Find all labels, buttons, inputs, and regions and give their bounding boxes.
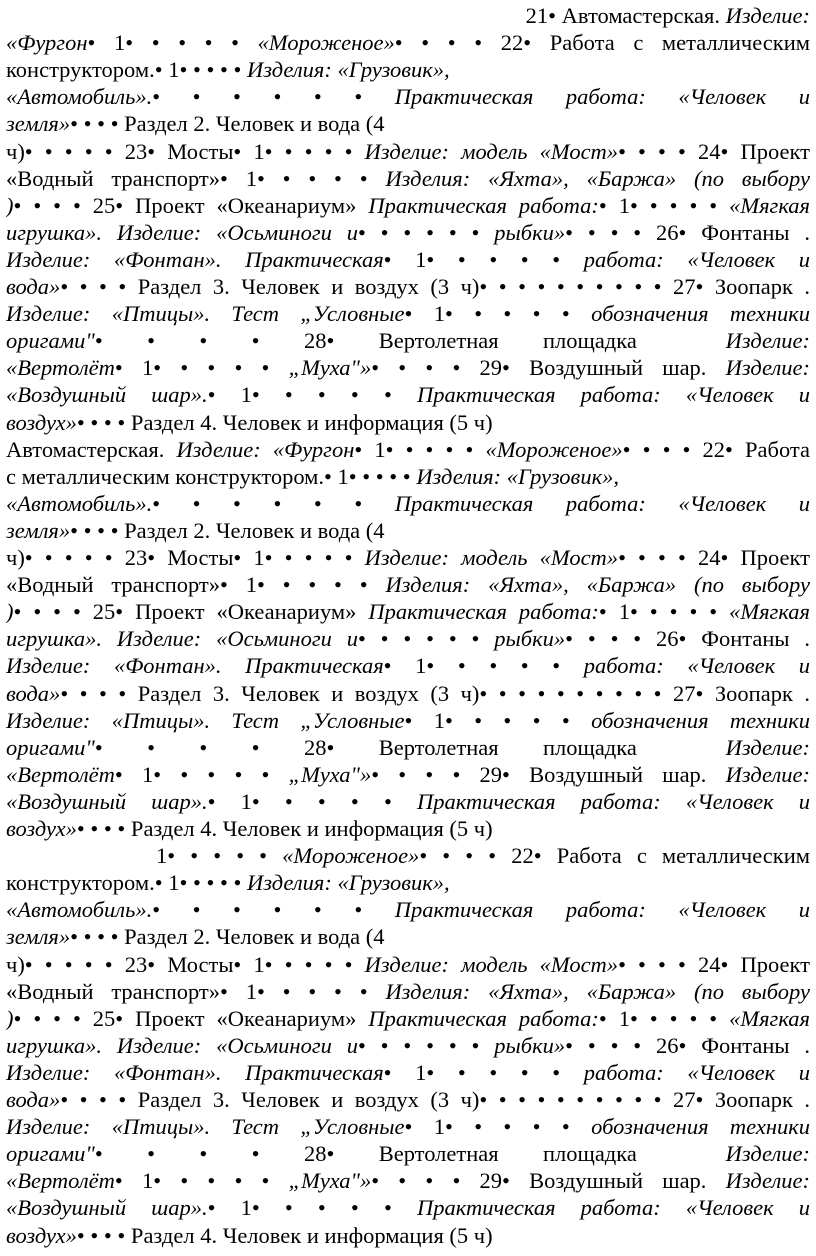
text-run: ч)• • • • • 23• Мосты• 1• • • • • — [6, 951, 365, 977]
text-line — [6, 652, 810, 679]
text-run: • • • • • • — [357, 219, 495, 245]
italic-text: Изделие: модель «Мост» — [364, 138, 619, 164]
text-run: • • • • 22• Работа — [622, 436, 810, 462]
italic-text: Изделие: — [725, 355, 810, 381]
text-line — [6, 896, 810, 923]
text-run: • • • • 29• Воздушный шар. — [371, 1168, 726, 1194]
italic-text: игрушка». Изделие: «Осьминоги и — [6, 219, 358, 245]
text-line — [6, 2, 810, 29]
text-line — [6, 273, 810, 300]
text-line — [6, 1140, 810, 1167]
italic-text: Практическая работа: «Человек и — [416, 788, 810, 814]
italic-text: Изделие: «Птицы». Тест „Условные — [6, 1114, 405, 1140]
italic-text: Практическая работа: — [368, 1005, 599, 1031]
text-line — [6, 571, 810, 598]
italic-text: «Мороженое» — [282, 843, 420, 869]
text-line — [6, 83, 810, 110]
text-line — [6, 246, 810, 273]
text-line — [6, 110, 810, 137]
italic-text: оригами" — [6, 328, 95, 354]
text-run: • • • • 26• Фонтаны . — [565, 1032, 810, 1058]
text-line — [6, 138, 810, 165]
italic-text: работа: «Человек и — [583, 653, 810, 679]
italic-text: „Муха"» — [288, 761, 372, 787]
text-line — [6, 869, 810, 896]
text-run: • • • • 24• Проект — [618, 138, 810, 164]
italic-text: «Фургон — [6, 30, 88, 56]
italic-text: Практическая работа: «Человек и — [394, 84, 810, 110]
italic-text: Изделия: «Грузовик», — [416, 463, 619, 489]
text-run: • • • • Раздел 4. Человек и информация (5 ч) — [76, 409, 493, 435]
italic-text: игрушка». Изделие: «Осьминоги и — [6, 626, 358, 652]
italic-text: «Автомобиль». — [6, 490, 153, 516]
text-run: • • • • 25• Проект «Океанариум» — [13, 192, 369, 218]
italic-text: Изделие: модель «Мост» — [364, 545, 619, 570]
italic-text: Изделие: «Фонтан». Практическая — [6, 1059, 384, 1085]
italic-text: Практическая работа: — [368, 192, 599, 218]
italic-text: оригами" — [6, 1141, 95, 1167]
text-run: • • • • Раздел 2. Человек и вода (4 — [70, 111, 385, 137]
italic-text: Практическая работа: «Человек и — [416, 1195, 810, 1221]
italic-text: земля» — [6, 924, 71, 950]
text-line — [6, 1194, 810, 1221]
italic-text: «Мягкая — [729, 599, 810, 625]
text-line — [6, 1167, 810, 1194]
italic-text: ) — [6, 192, 14, 218]
italic-text: Изделие: «Фонтан». Практическая — [6, 653, 384, 679]
italic-text: вода» — [6, 680, 61, 706]
text-line — [6, 598, 810, 625]
text-line — [6, 436, 810, 463]
text-run: • 1• • • • • — [383, 1059, 584, 1085]
text-run: • 1• • • • • — [404, 707, 592, 733]
italic-text: работа: «Человек и — [583, 246, 810, 272]
italic-text: земля» — [6, 517, 71, 543]
text-run: • • • • 24• Проект — [618, 545, 810, 570]
italic-text: Изделие: «Фургон — [176, 436, 355, 462]
text-run: • 1• • • • • — [207, 382, 417, 408]
text-run: • 1• • • • • — [598, 1005, 730, 1031]
italic-text: «Воздушный шар». — [6, 382, 208, 408]
text-line — [6, 463, 810, 490]
text-run: • • • • Раздел 3. Человек и воздух (3 ч)• • • • • • • • • • 27• Зоопарк . — [60, 1087, 810, 1112]
text-run: • • • • 28• Вертолетная площадка — [94, 328, 726, 354]
text-line — [6, 1086, 810, 1113]
text-run: Автомастерская. — [6, 436, 177, 462]
text-line — [6, 1222, 810, 1249]
text-line — [6, 490, 810, 517]
italic-text: Практическая работа: — [368, 599, 599, 625]
text-run: • 1• • • • • — [598, 192, 730, 218]
italic-text: рыбки» — [494, 1032, 566, 1058]
text-run: • 1• • • • • — [383, 653, 584, 679]
italic-text: рыбки» — [494, 219, 566, 245]
text-line — [6, 1059, 810, 1086]
text-run: • 1• • • • • — [87, 30, 258, 56]
italic-text: воздух» — [6, 816, 77, 841]
text-run: • • • • • • — [357, 626, 495, 652]
text-run: • • • • 22• Работа с металлическим — [419, 843, 810, 869]
text-run: • 1• • • • • — [383, 246, 584, 272]
text-run: • 1• • • • • — [114, 761, 289, 787]
text-run: • • • • 26• Фонтаны . — [565, 626, 810, 652]
italic-text: Изделие: — [725, 761, 810, 787]
italic-text: «Воздушный шар». — [6, 788, 208, 814]
text-run: «Водный транспорт»• 1• • • • • — [6, 978, 386, 1004]
italic-text: работа: «Человек и — [583, 1059, 810, 1085]
italic-text: Изделие: «Птицы». Тест „Условные — [6, 301, 405, 327]
italic-text: земля» — [6, 111, 71, 137]
text-run: • 1• • • • • — [404, 1114, 592, 1140]
text-line — [6, 842, 810, 869]
italic-text: Изделие: — [725, 1168, 810, 1194]
text-line — [6, 354, 810, 381]
text-run: «Водный транспорт»• 1• • • • • — [6, 165, 386, 191]
italic-text: оригами" — [6, 734, 95, 760]
text-run: • • • • 28• Вертолетная площадка — [94, 1141, 726, 1167]
text-line — [6, 56, 810, 83]
italic-text: вода» — [6, 274, 61, 299]
italic-text: обозначения техники — [591, 707, 810, 733]
italic-text: Изделия: «Грузовик», — [247, 870, 450, 896]
text-run: • • • • Раздел 3. Человек и воздух (3 ч)• • • • • • • • • • 27• Зоопарк . — [60, 274, 810, 299]
italic-text: Изделия: «Яхта», «Баржа» (по выбору — [385, 165, 810, 191]
text-run: • • • • Раздел 4. Человек и информация (5 ч) — [76, 816, 493, 841]
italic-text: „Муха"» — [288, 1168, 372, 1194]
italic-text: «Мягкая — [729, 1005, 810, 1031]
italic-text: обозначения техники — [591, 1114, 810, 1140]
italic-text: Изделия: «Яхта», «Баржа» (по выбору — [385, 572, 810, 598]
italic-text: воздух» — [6, 409, 77, 435]
text-run: • 1• • • • • — [598, 599, 730, 625]
text-line — [6, 978, 810, 1005]
text-run: конструктором.• 1• • • • • — [6, 870, 247, 896]
text-line — [6, 923, 810, 950]
text-run: ч)• • • • • 23• Мосты• 1• • • • • — [6, 545, 365, 570]
text-line — [6, 951, 810, 978]
text-run: • • • • Раздел 2. Человек и вода (4 — [70, 517, 385, 543]
text-run: • • • • • • — [152, 84, 395, 110]
text-run: • • • • 25• Проект «Океанариум» — [13, 599, 369, 625]
text-run: • 1• • • • • — [404, 301, 592, 327]
text-run: • 1• • • • • — [207, 788, 417, 814]
italic-text: воздух» — [6, 1222, 77, 1248]
text-line — [6, 625, 810, 652]
italic-text: вода» — [6, 1087, 61, 1112]
text-line — [6, 544, 810, 571]
italic-text: Изделие: — [725, 328, 810, 354]
italic-text: «Автомобиль». — [6, 897, 153, 923]
text-line — [6, 680, 810, 707]
text-run: • • • • • • — [152, 490, 395, 516]
text-line — [6, 29, 810, 56]
text-line — [6, 788, 810, 815]
text-run: конструктором.• 1• • • • • — [6, 57, 247, 83]
text-line — [6, 815, 810, 842]
text-run: • • • • 28• Вертолетная площадка — [94, 734, 726, 760]
italic-text: Изделие: — [725, 1141, 810, 1167]
text-run: «Водный транспорт»• 1• • • • • — [6, 572, 386, 598]
text-line — [6, 381, 810, 408]
italic-text: обозначения техники — [591, 301, 810, 327]
italic-text: ) — [6, 1005, 14, 1031]
text-line — [6, 1032, 810, 1059]
text-run: • • • • 22• Работа с металлическим — [394, 30, 810, 56]
italic-text: Изделие: «Фонтан». Практическая — [6, 246, 384, 272]
text-run: • 1• • • • • — [207, 1195, 417, 1221]
italic-text: Изделие: «Птицы». Тест „Условные — [6, 707, 405, 733]
italic-text: игрушка». Изделие: «Осьминоги и — [6, 1032, 358, 1058]
italic-text: Практическая работа: «Человек и — [394, 897, 810, 923]
italic-text: Практическая работа: «Человек и — [394, 490, 810, 516]
text-line — [6, 517, 810, 544]
text-run: • • • • • • — [152, 897, 395, 923]
text-run: • • • • • • — [357, 1032, 495, 1058]
italic-text: Изделия: «Яхта», «Баржа» (по выбору — [385, 978, 810, 1004]
text-line — [6, 1113, 810, 1140]
italic-text: Изделие: — [725, 3, 810, 28]
text-line — [6, 300, 810, 327]
italic-text: Изделия: «Грузовик», — [247, 57, 450, 83]
text-run: • • • • 24• Проект — [618, 951, 810, 977]
text-line — [6, 761, 810, 788]
italic-text: Изделие: — [725, 734, 810, 760]
italic-text: «Вертолёт — [6, 761, 115, 787]
text-run: 1• • • • • — [156, 843, 283, 869]
italic-text: рыбки» — [494, 626, 566, 652]
text-line — [6, 165, 810, 192]
text-run: • • • • Раздел 2. Человек и вода (4 — [70, 924, 385, 950]
text-line — [6, 327, 810, 354]
text-run: • • • • 29• Воздушный шар. — [371, 355, 726, 381]
text-line — [6, 707, 810, 734]
italic-text: «Мороженое» — [485, 436, 623, 462]
text-run: 21• Автомастерская. — [525, 3, 726, 28]
text-run: с металлическим конструктором.• 1• • • • • — [6, 463, 417, 489]
text-run: ч)• • • • • 23• Мосты• 1• • • • • — [6, 138, 365, 164]
italic-text: Изделие: модель «Мост» — [364, 951, 619, 977]
italic-text: «Мороженое» — [257, 30, 395, 56]
text-run: • 1• • • • • — [114, 1168, 289, 1194]
italic-text: «Вертолёт — [6, 1168, 115, 1194]
text-run: • 1• • • • • — [114, 355, 289, 381]
text-line — [6, 1005, 810, 1032]
text-run: • • • • Раздел 3. Человек и воздух (3 ч)• • • • • • • • • • 27• Зоопарк . — [60, 680, 810, 706]
italic-text: «Мягкая — [729, 192, 810, 218]
text-run: • • • • Раздел 4. Человек и информация (5 ч) — [76, 1222, 493, 1248]
italic-text: ) — [6, 599, 14, 625]
text-run: • • • • 25• Проект «Океанариум» — [13, 1005, 369, 1031]
text-line — [6, 734, 810, 761]
text-line — [6, 219, 810, 246]
text-run: • 1• • • • • — [354, 436, 486, 462]
italic-text: «Воздушный шар». — [6, 1195, 208, 1221]
italic-text: «Вертолёт — [6, 355, 115, 381]
italic-text: «Автомобиль». — [6, 84, 153, 110]
text-line — [6, 409, 810, 436]
text-run: • • • • 29• Воздушный шар. — [371, 761, 726, 787]
italic-text: „Муха"» — [288, 355, 372, 381]
italic-text: Практическая работа: «Человек и — [416, 382, 810, 408]
text-run: • • • • 26• Фонтаны . — [565, 219, 810, 245]
text-line — [6, 192, 810, 219]
